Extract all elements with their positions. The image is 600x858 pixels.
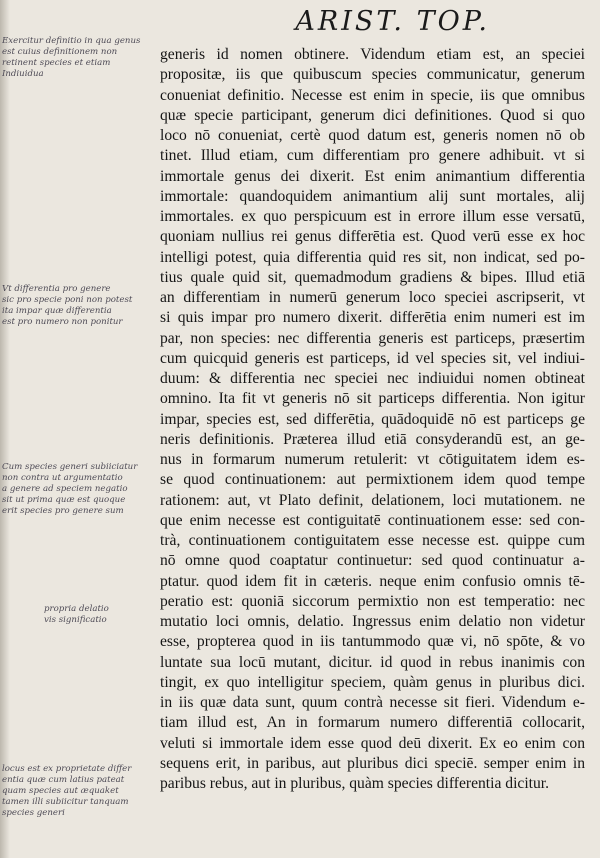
margin-note: [2, 764, 160, 819]
margin-note-line: entia quæ cum latius pateat: [2, 775, 125, 785]
text-line: immortale genus dei dixerit. Est enim animantium differentia: [160, 167, 585, 185]
margin-note-line: quam species aut æquaket: [2, 786, 119, 796]
text-line: neris definitionis. Præterea illud etiā consyderandū est, an ge-: [160, 430, 585, 448]
margin-note-line: erit species pro genere sum: [2, 506, 124, 516]
margin-note-line: ita impar quæ differentia: [2, 306, 112, 316]
body-text: [160, 45, 585, 794]
margin-note-line: Cum species generi subiiciatur: [2, 462, 138, 472]
text-line: impar, species est, sed differētia, quādoquidē nō est particeps ge: [160, 410, 585, 428]
text-line: tingit, ex quo intelligitur speciem, quàm genus in pluribus dici.: [160, 673, 585, 691]
text-line: paribus rebus, aut in pluribus, quàm species differentia dicitur.: [160, 775, 550, 792]
text-line: par, non species: nec differentia generis est particeps, præsertim: [160, 329, 585, 347]
margin-note-line: est cuius definitionem non: [2, 47, 118, 57]
text-line: peratio est: quoniā siccorum permixtio non est temperatio: nec: [160, 592, 585, 610]
text-line: si quis impar pro numero dixerit. differētia enim numeri est im: [160, 309, 585, 327]
text-line: an differentiam in numerū generum loco speciei ascripserit, vt: [160, 289, 585, 306]
margin-note-line: sit ut prima quæ est quoque: [2, 495, 126, 505]
text-line: esse, propterea quod in iis tantummodo quæ vi, nō spōte, & vo: [160, 633, 585, 651]
text-line: veluti si immortale idem esse quod deū dixerit. Ex eo enim con: [160, 734, 585, 752]
text-line: nō omne quod coaptatur continuetur: sed quod continuatur a-: [160, 552, 585, 570]
text-line: tiam illud est, An in formarum numero differentiā collocarit,: [160, 714, 585, 732]
margin-note-line: retinent species et etiam: [2, 58, 111, 68]
binding-gutter: [0, 0, 10, 858]
text-line: quæ specie participant, generum dici definitiones. Quod si quo: [160, 106, 585, 124]
margin-note-line: non contra ut argumentatio: [2, 473, 123, 483]
text-line: intelligi potest, quia differentia quid res sit, non indicat, sed po-: [160, 248, 585, 266]
text-line: rationem: aut, vt Plato definit, delationem, loci mutationem. ne: [160, 491, 585, 509]
margin-note: [44, 604, 160, 626]
text-line: nus in formarum numerum retulerit: vt cōtiguitatem idem es-: [160, 451, 585, 468]
text-line: ptatur. quod idem fit in cæteris. neque enim confusio omnis tē-: [160, 572, 585, 590]
text-line: omnino. Ita fit vt generis nō sit particeps differentia. Non igitur: [160, 390, 585, 408]
text-line: duum: & differentia nec speciei nec indiuidui nomen obtineat: [160, 370, 585, 387]
text-line: trà, continuationem contiguitatem esse necesse est. quippe cum: [160, 532, 585, 549]
text-line: quoniam nullius rei genus differētia est. Quod verū esse ex hoc: [160, 228, 585, 246]
text-line: tinet. Illud etiam, cum differentiam pro genere adhibuit. vt si: [160, 147, 585, 165]
text-line: que enim necesse est contiguitatē continuationem esse: sed con-: [160, 511, 585, 529]
margin-note: [2, 284, 160, 328]
text-line: sequens erit, in paribus, aut pluribus dici speciē. semper enim in: [160, 754, 585, 772]
text-line: cum quicquid generis est particeps, id vel species sit, vel indiui-: [160, 349, 585, 367]
text-line: conueniat definitio. Necesse est enim in specie, iis que omnibus: [160, 86, 585, 104]
text-line: tius quale quid sit, quemadmodum gradiens & bipes. Illud etiā: [160, 268, 585, 286]
margin-note: [2, 462, 160, 517]
margin-note-line: vis significatio: [44, 615, 107, 625]
margin-note-line: est pro numero non ponitur: [2, 317, 123, 327]
text-line: luntate sua locū mutant, dicitur. id quod in rebus inanimis con: [160, 653, 585, 671]
text-line: immortale: quandoquidem animantium alij sunt mortales, alij: [160, 187, 585, 205]
margin-note-line: locus est ex proprietate differ: [2, 764, 132, 774]
text-line: propositæ, iis que quibuscum species communicatur, generum: [160, 66, 585, 84]
margin-note-line: tamen illi subiicitur tanquam: [2, 797, 129, 807]
margin-note-line: species generi: [2, 808, 65, 818]
margin-note-line: a genere ad speciem negatio: [2, 484, 128, 494]
text-line: se quod continuationem: aut permixtionem idem quod tempe: [160, 471, 585, 489]
text-line: immortales. ex quo perspicuum est in errore illum esse versatū,: [160, 208, 585, 225]
margin-note: [2, 36, 160, 80]
text-line: loco nō conueniat, certè quod datum est, generis nomen nō ob: [160, 127, 585, 144]
margin-note-line: sic pro specie poni non potest: [2, 295, 133, 305]
running-head: ARIST. TOP.: [295, 6, 490, 37]
margin-note-line: Exercitur definitio in qua genus: [2, 36, 141, 46]
text-line: mutatio loci omnis, delatio. Ingressus enim delatio non videtur: [160, 613, 585, 630]
margin-note-line: Vt differentia pro genere: [2, 284, 111, 294]
margin-note-line: propria delatio: [44, 604, 109, 614]
margin-note-line: Indiuidua: [2, 69, 44, 79]
text-line: generis id nomen obtinere. Videndum etiam est, an speciei: [160, 46, 585, 63]
text-line: in iis quæ data sunt, quum contrà necesse sit fieri. Videndum e-: [160, 694, 585, 711]
